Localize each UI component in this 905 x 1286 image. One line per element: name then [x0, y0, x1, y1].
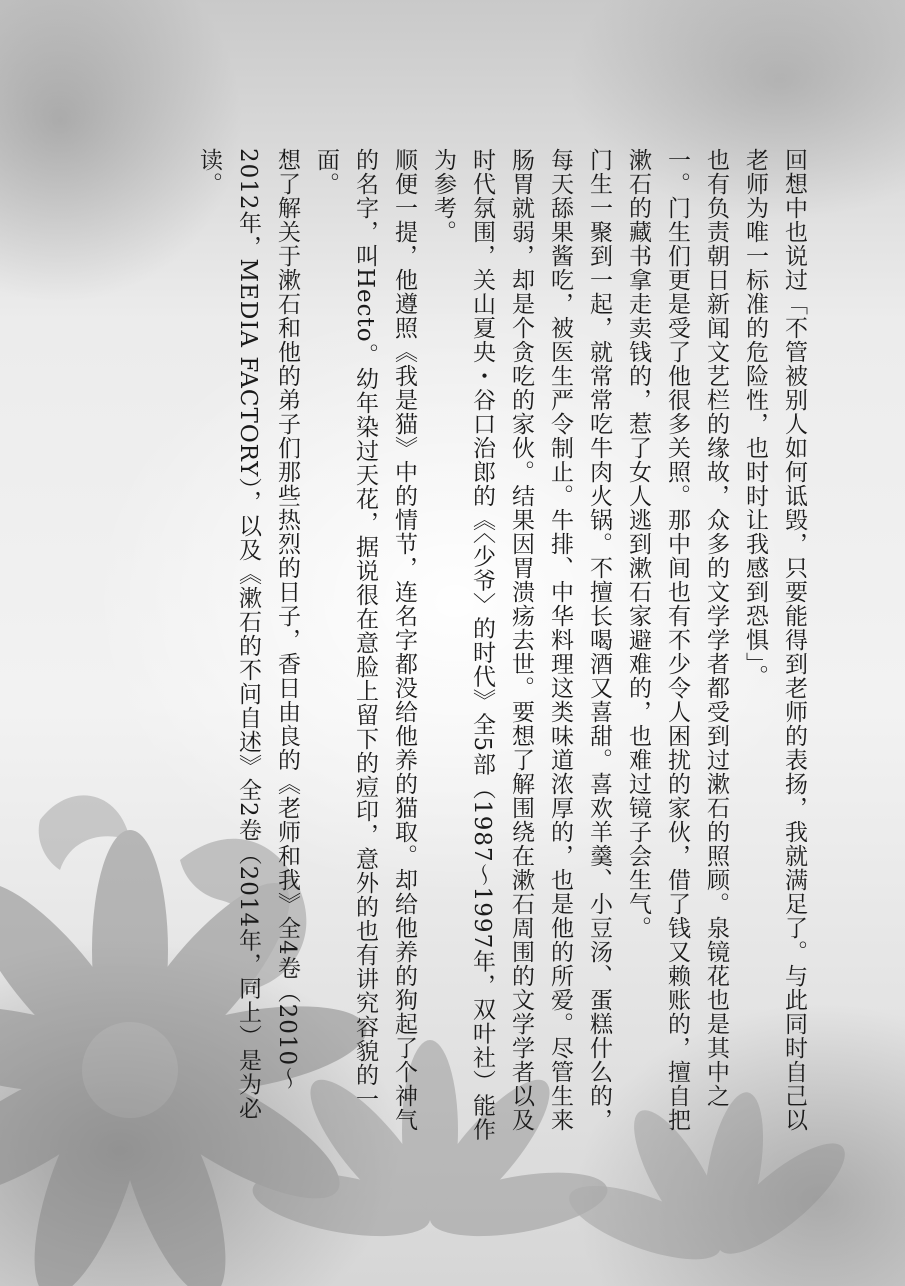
paragraph: 门生一聚到一起，就常常吃牛肉火锅。不擅长喝酒又喜甜。喜欢羊羹、小豆汤、蛋糕什么的，每天舔果酱吃，被医生严令制止。牛排、中华料理这类味道浓厚的，也是他的所爱。尽管生来肠胃就弱，却是个贪吃的家伙。结果因胃溃疡去世。要想了解围绕在漱石周围的文学学者以及时代氛围，关山夏央・谷口治郎的《〈少爷〉的时代》全5部（1987～1997年，双叶社）能作为参考。 — [430, 148, 612, 1142]
paragraph: 也有负责朝日新闻文艺栏的缘故，众多的文学学者都受到过漱石的照顾。泉镜花也是其中之一。门生们更是受了他很多关照。那中间也有不少令人困扰的家伙，借了钱又赖账的，擅自把漱石的藏书拿走卖钱的，惹了女人逃到漱石家避难的，也难过镜子会生气。 — [625, 148, 729, 1132]
paragraph: 顺便一提，他遵照《我是猫》中的情节，连名字都没给他养的猫取。却给他养的狗起了个神气的名字，叫Hecto。幼年染过天花，据说很在意脸上留下的痘印，意外的也有讲究容貌的一面。 — [313, 148, 417, 1132]
paragraph: 想了解关于漱石和他的弟子们那些热烈的日子，香日由良的《老师和我》全4卷（2010～2012年，MEDIA FACTORY），以及《漱石的不问自述》全2卷（2014年，同上）是为必读。 — [196, 148, 300, 1121]
paragraph: 回想中也说过「不管被别人如何诋毁，只要能得到老师的表扬，我就满足了。与此同时自己以老师为唯一标准的危险性，也时时让我感到恐惧」。 — [742, 148, 807, 1132]
vertical-text-block — [97, 148, 813, 1148]
